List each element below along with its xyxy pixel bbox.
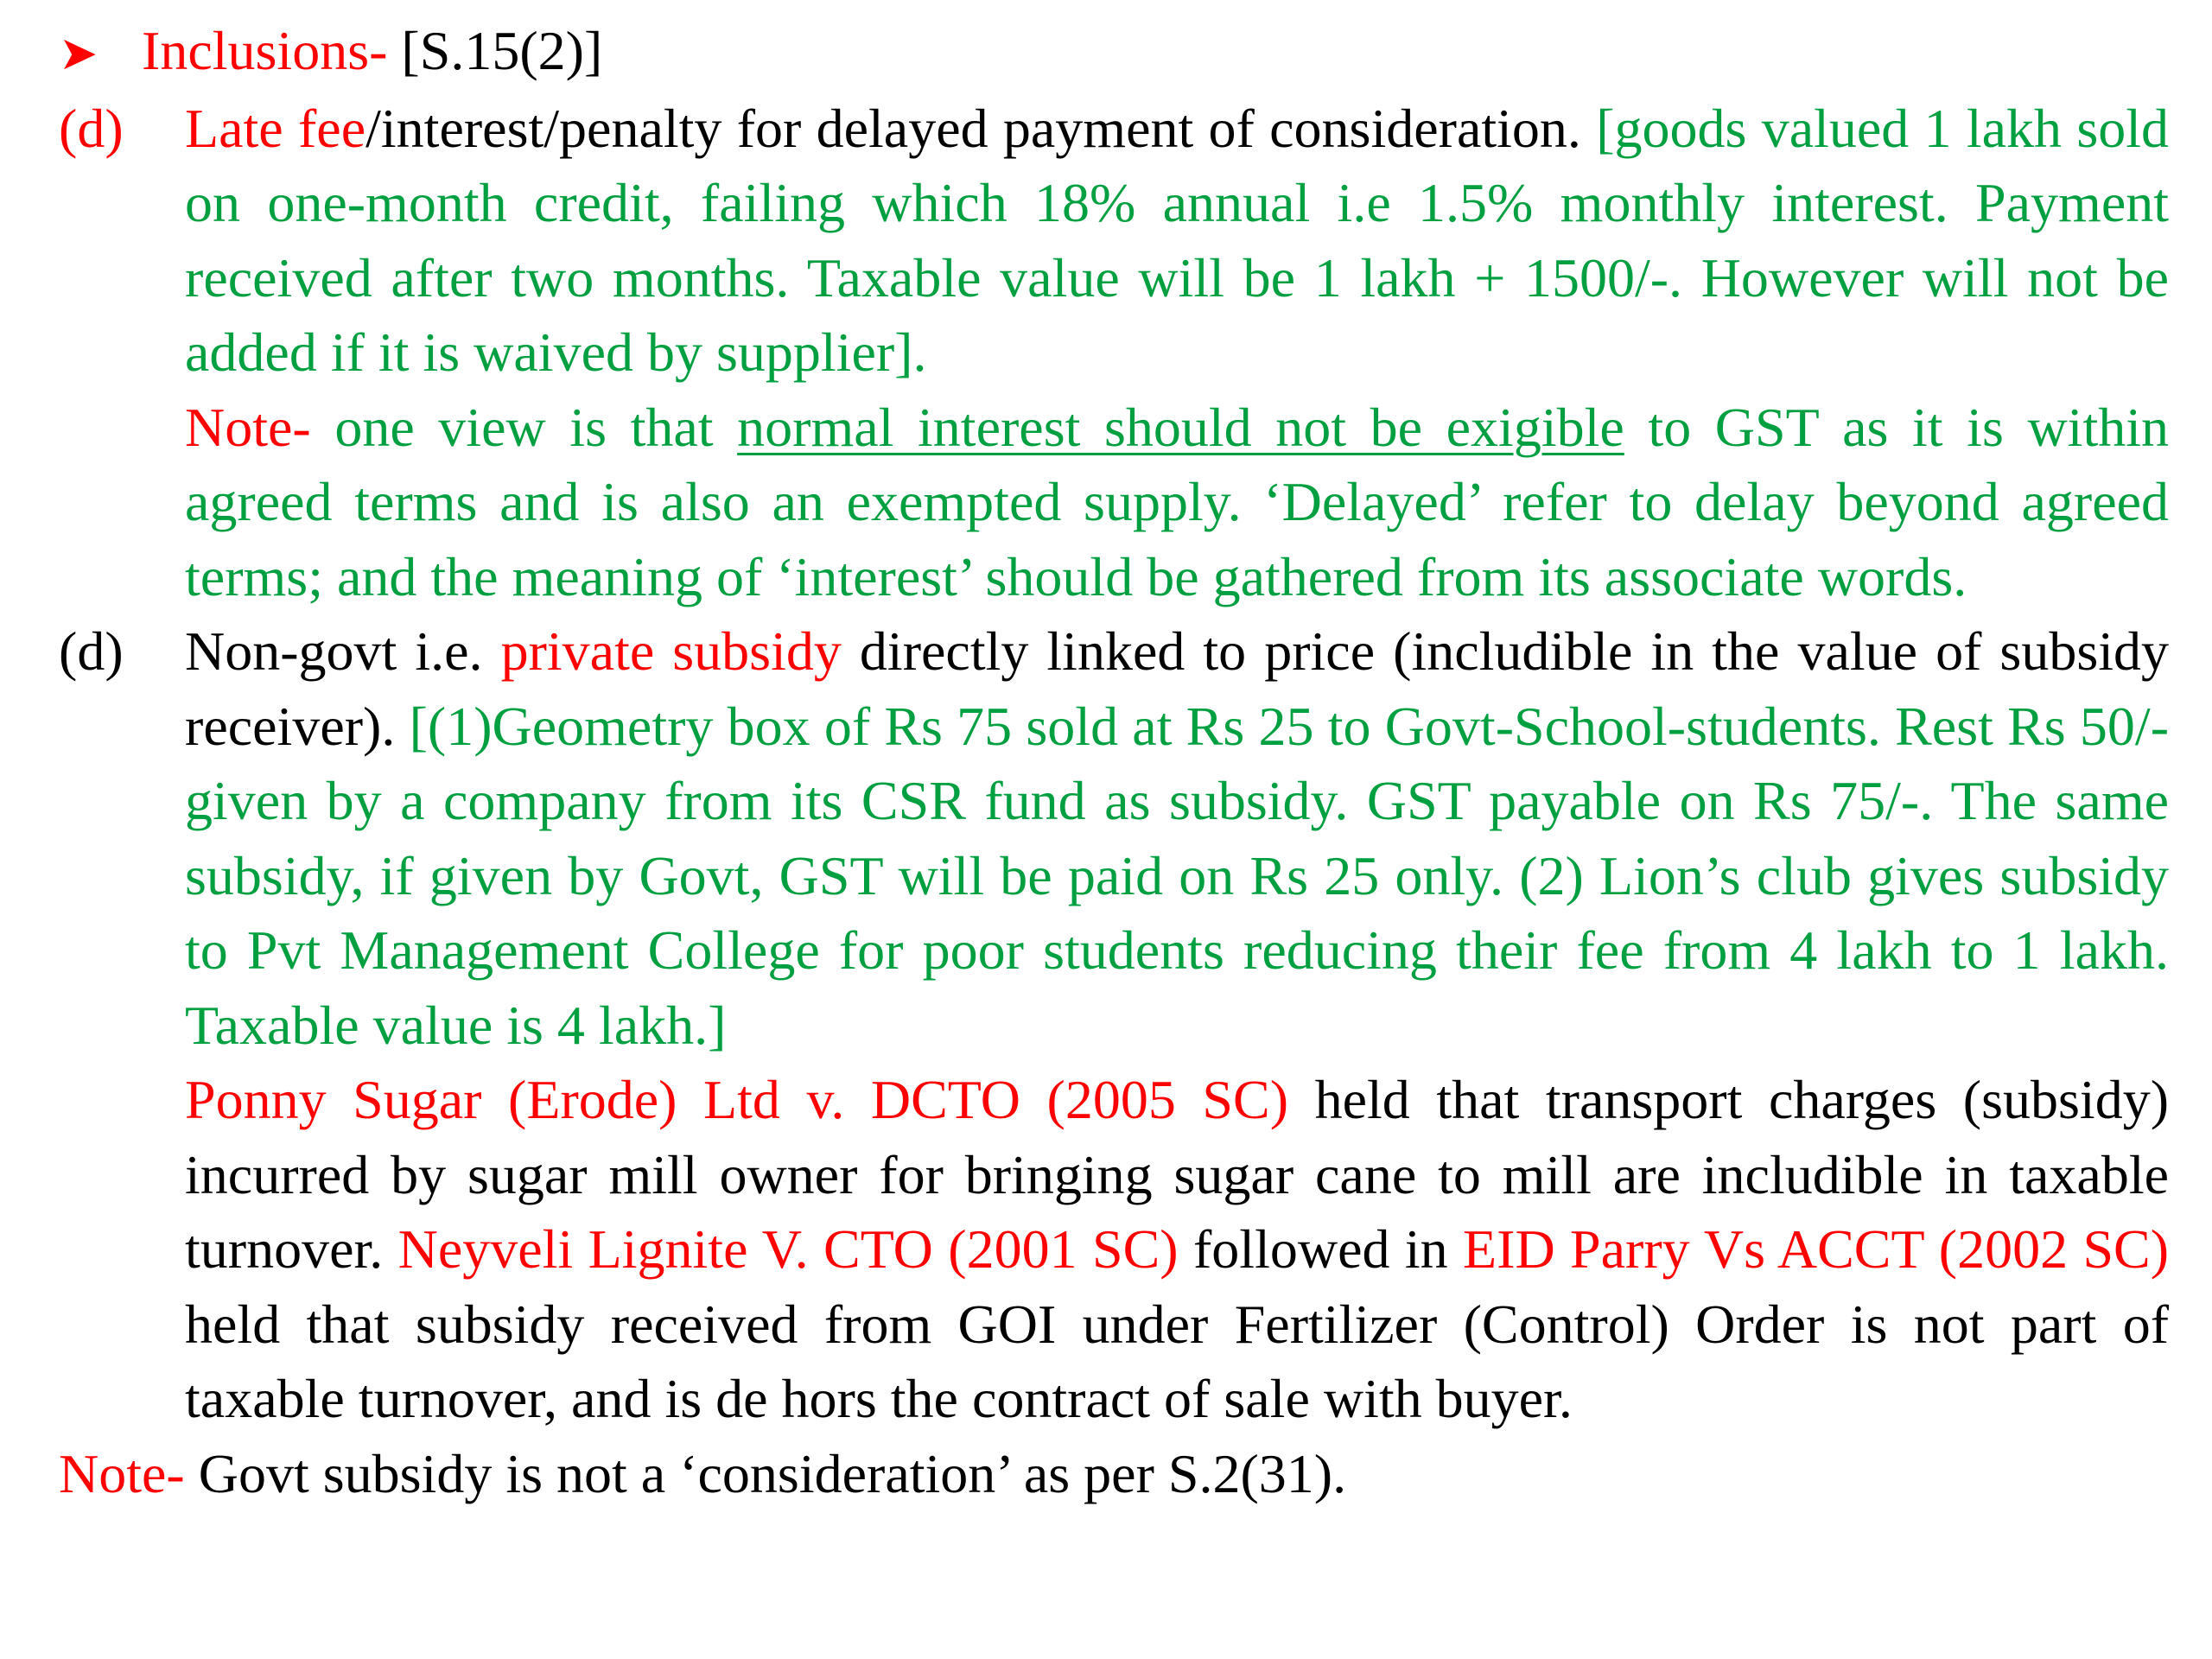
late-fee-term: Late fee [185,97,366,159]
heading-title: Inclusions- [142,20,388,81]
final-note-text: Govt subsidy is not a ‘consideration’ as per S.2(31). [198,1442,1347,1504]
note-text-underlined: normal interest should not be exigible [737,396,1624,458]
inclusion-item-subsidy [59,614,2169,1063]
case-neyveli-lignite-text: followed in [1192,1218,1448,1280]
late-fee-text: /interest/penalty for delayed payment of consideration. [365,97,1581,159]
late-fee-example: [goods valued 1 lakh sold on one-month credit, failing which 18% annual i.e 1.5% monthly interest. Payment received after two months. Taxable value will be 1 lakh + 1500/-. However will not be added if it is waived by supplier]. [185,97,2169,383]
subsidy-text-post: directly linked to price (includible in the value of subsidy receiver). [185,620,2170,757]
inclusion-item-late-fee [59,92,2169,391]
case-ponny-sugar: Ponny Sugar (Erode) Ltd v. DCTO (2005 SC) [185,1069,1289,1130]
heading-ref: [S.15(2)] [401,20,603,81]
note-text-pre: one view is that [334,396,714,458]
note-label: Note- [185,396,311,458]
case-law-paragraph [185,1063,2169,1437]
item-label: (d) [59,97,124,159]
item-body [185,614,2169,1063]
private-subsidy-term: private subsidy [500,620,842,682]
item-body [185,92,2169,391]
case-neyveli-lignite: Neyveli Lignite V. CTO (2001 SC) [397,1218,1179,1280]
late-fee-note [185,391,2169,615]
final-note [59,1437,2169,1512]
subsidy-example: [(1)Geometry box of Rs 75 sold at Rs 25 to Govt-School-students. Rest Rs 50/- given by a company from its CSR fund as subsidy. GST payable on Rs 75/-. The same subsidy, if given by Govt, GST will be paid on Rs 25 only. (2) Lion’s club gives subsidy to Pvt Management College for poor students reducing their fee from 4 lakh to 1 lakh. Taxable value is 4 lakh.] [185,695,2170,1056]
item-label: (d) [59,620,124,682]
section-heading [59,14,2169,92]
case-ponny-sugar-text: held that transport charges (subsidy) incurred by sugar mill owner for bringing sugar cane to mill are includible in taxable turnover. [185,1069,2170,1280]
final-note-label: Note- [59,1442,185,1504]
note-text-post: to GST as it is within agreed terms and is also an exempted supply. ‘Delayed’ refer to delay beyond agreed terms; and the meaning of ‘interest’ should be gathered from its associate words. [185,396,2170,607]
subsidy-text-pre: Non-govt i.e. [185,620,483,682]
case-eid-parry-text: held that subsidy received from GOI under Fertilizer (Control) Order is not part of taxable turnover, and is de hors the contract of sale with buyer. [185,1293,2169,1429]
case-eid-parry: EID Parry Vs ACCT (2002 SC) [1463,1218,2170,1280]
arrow-bullet-icon: ➤ [59,26,99,80]
